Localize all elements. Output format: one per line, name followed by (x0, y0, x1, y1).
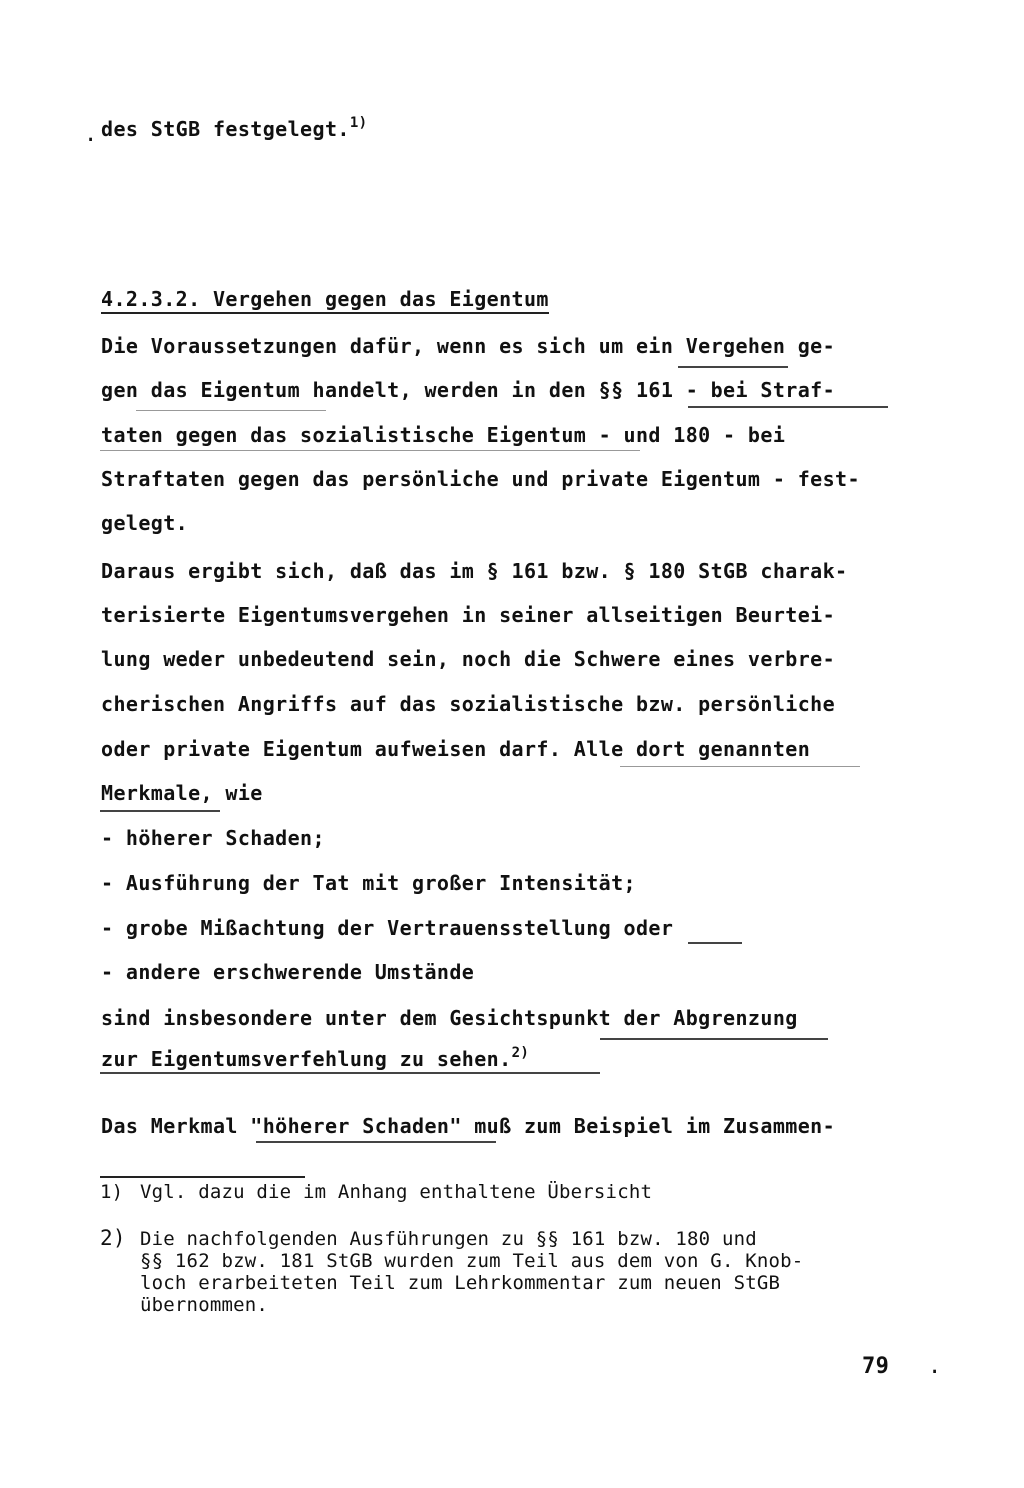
underline-mark (688, 942, 742, 944)
list-item: - höherer Schaden; (101, 826, 325, 850)
paragraph3-line: sind insbesondere unter dem Gesichtspunkt der Abgrenzung (101, 1006, 798, 1030)
footnote-text: Die nachfolgenden Ausführungen zu §§ 161 bzw. 180 und (140, 1228, 757, 1250)
paragraph4-line: Das Merkmal "höherer Schaden" muß zum Beispiel im Zusammen- (101, 1114, 836, 1138)
underline-mark (678, 366, 788, 368)
footnote-ref-2: 2) (511, 1045, 530, 1061)
paragraph2-line: Daraus ergibt sich, daß das im § 161 bzw. § 180 StGB charak- (101, 559, 848, 583)
underline-mark (688, 406, 888, 408)
underline-mark (600, 1038, 828, 1040)
top-line (101, 116, 368, 139)
footnote-text: Vgl. dazu die im Anhang enthaltene Übersicht (140, 1181, 653, 1203)
footnote-text: loch erarbeiteten Teil zum Lehrkommentar zum neuen StGB (140, 1272, 781, 1294)
top-line-text: des StGB festgelegt. (101, 117, 350, 141)
underline-mark (100, 1072, 600, 1074)
list-item: - Ausführung der Tat mit großer Intensität; (101, 871, 636, 895)
underline-mark (100, 450, 640, 451)
underline-mark (136, 410, 326, 411)
footnote-text: §§ 162 bzw. 181 StGB wurden zum Teil aus dem von G. Knob- (140, 1250, 804, 1272)
paragraph2-line: cherischen Angriffs auf das sozialistische bzw. persönliche (101, 692, 836, 716)
stray-dot-mark: . (928, 1354, 942, 1379)
page-number: 79 (862, 1354, 890, 1379)
footnote-number: 2) (100, 1226, 126, 1250)
paragraph1-line: Straftaten gegen das persönliche und private Eigentum - fest- (101, 467, 860, 491)
paragraph2-line: lung weder unbedeutend sein, noch die Schwere eines verbre- (101, 647, 836, 671)
footnote-separator (100, 1176, 305, 1178)
paragraph2-line: oder private Eigentum aufweisen darf. Alle dort genannten (101, 737, 811, 761)
paragraph1-line: gen das Eigentum handelt, werden in den §§ 161 - bei Straf- (101, 378, 836, 402)
paragraph3-last-text: zur Eigentumsverfehlung zu sehen. (101, 1047, 512, 1071)
paragraph2-line: terisierte Eigentumsvergehen in seiner allseitigen Beurtei- (101, 603, 836, 627)
paragraph1-line: Die Voraussetzungen dafür, wenn es sich um ein Vergehen ge- (101, 334, 836, 358)
footnote-number: 1) (100, 1181, 124, 1203)
list-item: - grobe Mißachtung der Vertrauensstellung oder (101, 916, 674, 940)
paragraph2-line: Merkmale, wie (101, 781, 263, 805)
underline-mark (256, 1141, 496, 1143)
paragraph1-line: taten gegen das sozialistische Eigentum - und 180 - bei (101, 423, 786, 447)
footnote-ref-1: 1) (349, 115, 368, 131)
paragraph1-line: gelegt. (101, 511, 189, 535)
footnote-text: übernommen. (140, 1294, 269, 1316)
paragraph3-line (101, 1046, 529, 1069)
underline-mark (100, 810, 220, 812)
section-heading-text: 4.2.3.2. Vergehen gegen das Eigentum (101, 287, 549, 314)
stray-dot-mark: . (84, 122, 98, 147)
underline-mark (620, 766, 860, 767)
section-heading (101, 289, 549, 309)
list-item: - andere erschwerende Umstände (101, 960, 475, 984)
